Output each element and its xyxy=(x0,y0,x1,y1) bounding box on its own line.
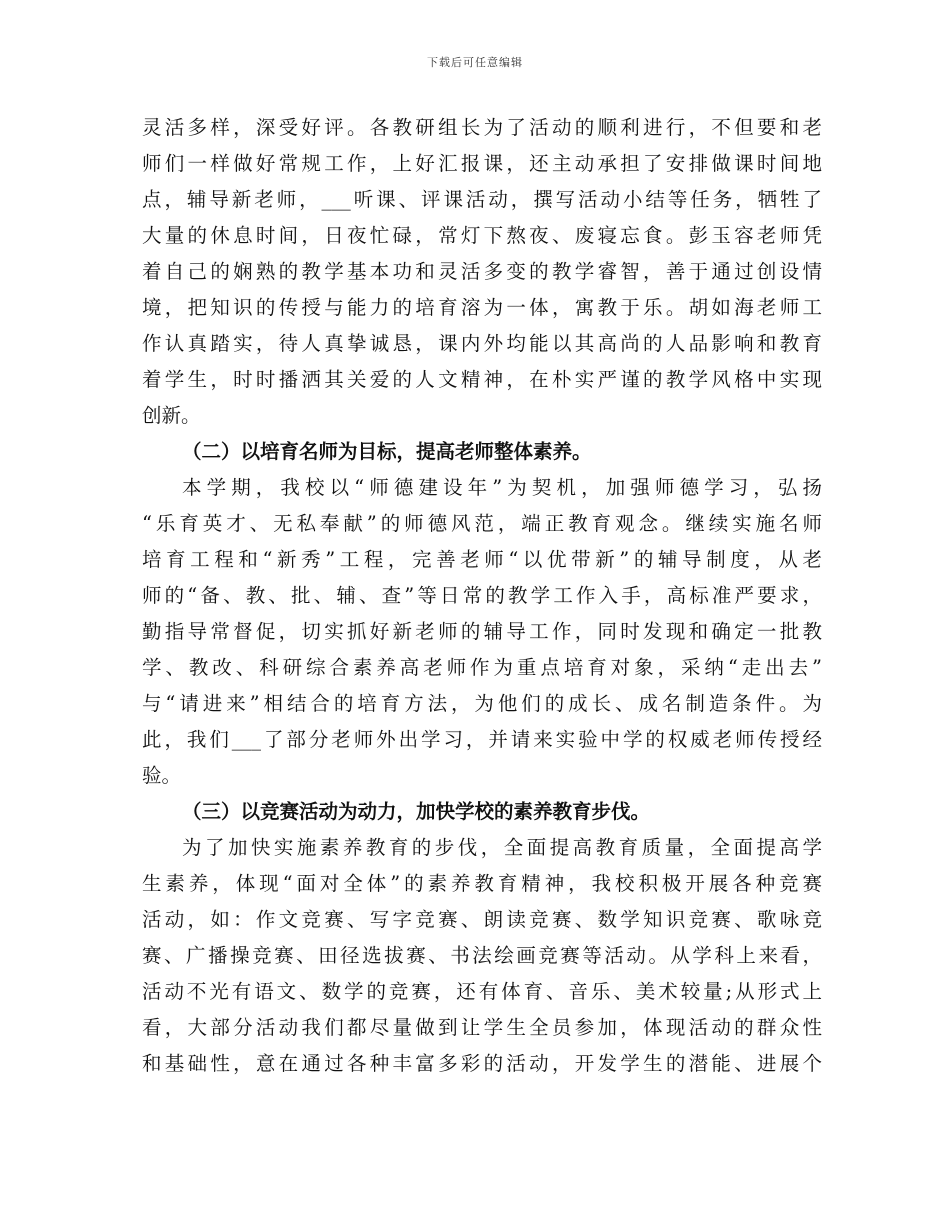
text-line: 和基础性，意在通过各种丰富多彩的活动，开发学生的潜能、进展个 xyxy=(142,1052,822,1075)
text-line: 培育工程和“新秀”工程，完善老师“以优带新”的辅导制度，从老 xyxy=(142,548,822,571)
text-line: 创新。 xyxy=(142,404,201,427)
text-line: 生素养，体现“面对全体”的素养教育精神，我校积极开展各种竞赛 xyxy=(142,872,822,895)
text-line: 作认真踏实，待人真挚诚恳，课内外均能以其高尚的人品影响和教育 xyxy=(142,332,822,355)
text-line: 学、教改、科研综合素养高老师作为重点培育对象，采纳“走出去” xyxy=(142,656,822,679)
text-line: 着自己的娴熟的教学基本功和灵活多变的教学睿智，善于通过创设情 xyxy=(142,260,822,283)
text-line: “乐育英才、无私奉献”的师德风范，端正教育观念。继续实施名师 xyxy=(142,512,822,535)
text-line: 活动，如：作文竞赛、写字竞赛、朗读竞赛、数学知识竞赛、歌咏竞 xyxy=(142,908,822,931)
text-line: 灵活多样，深受好评。各教研组长为了活动的顺利进行，不但要和老 xyxy=(142,116,822,139)
section-heading-2: （二）以培育名师为目标，提高老师整体素养。 xyxy=(182,440,592,463)
text-line: 勤指导常督促，切实抓好新老师的辅导工作，同时发现和确定一批教 xyxy=(142,620,822,643)
text-line: 本学期，我校以“师德建设年”为契机，加强师德学习，弘扬 xyxy=(182,476,822,499)
text-line: 境，把知识的传授与能力的培育溶为一体，寓教于乐。胡如海老师工 xyxy=(142,296,822,319)
text-line: 看，大部分活动我们都尽量做到让学生全员参加，体现活动的群众性 xyxy=(142,1016,822,1039)
page-header: 下载后可任意编辑 xyxy=(427,56,523,69)
text-line: 着学生，时时播洒其关爱的人文精神，在朴实严谨的教学风格中实现 xyxy=(142,368,822,391)
text-line: 大量的休息时间，日夜忙碌，常灯下熬夜、废寝忘食。彭玉容老师凭 xyxy=(142,224,822,247)
text-line: 与“请进来”相结合的培育方法，为他们的成长、成名制造条件。为 xyxy=(142,692,822,715)
text-line: 师们一样做好常规工作，上好汇报课，还主动承担了安排做课时间地 xyxy=(142,152,822,175)
section-heading-3: （三）以竞赛活动为动力，加快学校的素养教育步伐。 xyxy=(182,800,651,823)
text-line: 验。 xyxy=(142,764,182,787)
text-line: 为了加快实施素养教育的步伐，全面提高教育质量，全面提高学 xyxy=(182,836,822,859)
text-line: 此，我们___了部分老师外出学习，并请来实验中学的权威老师传授经 xyxy=(142,728,822,751)
text-line: 赛、广播操竞赛、田径选拔赛、书法绘画竞赛等活动。从学科上来看， xyxy=(142,944,822,967)
document-body xyxy=(142,110,822,1082)
text-line: 活动不光有语文、数学的竞赛，还有体育、音乐、美术较量;从形式上 xyxy=(142,980,822,1003)
text-line: 师的“备、教、批、辅、查”等日常的教学工作入手，高标准严要求， xyxy=(142,584,822,607)
text-line: 点，辅导新老师，___听课、评课活动，撰写活动小结等任务，牺牲了 xyxy=(142,188,822,211)
